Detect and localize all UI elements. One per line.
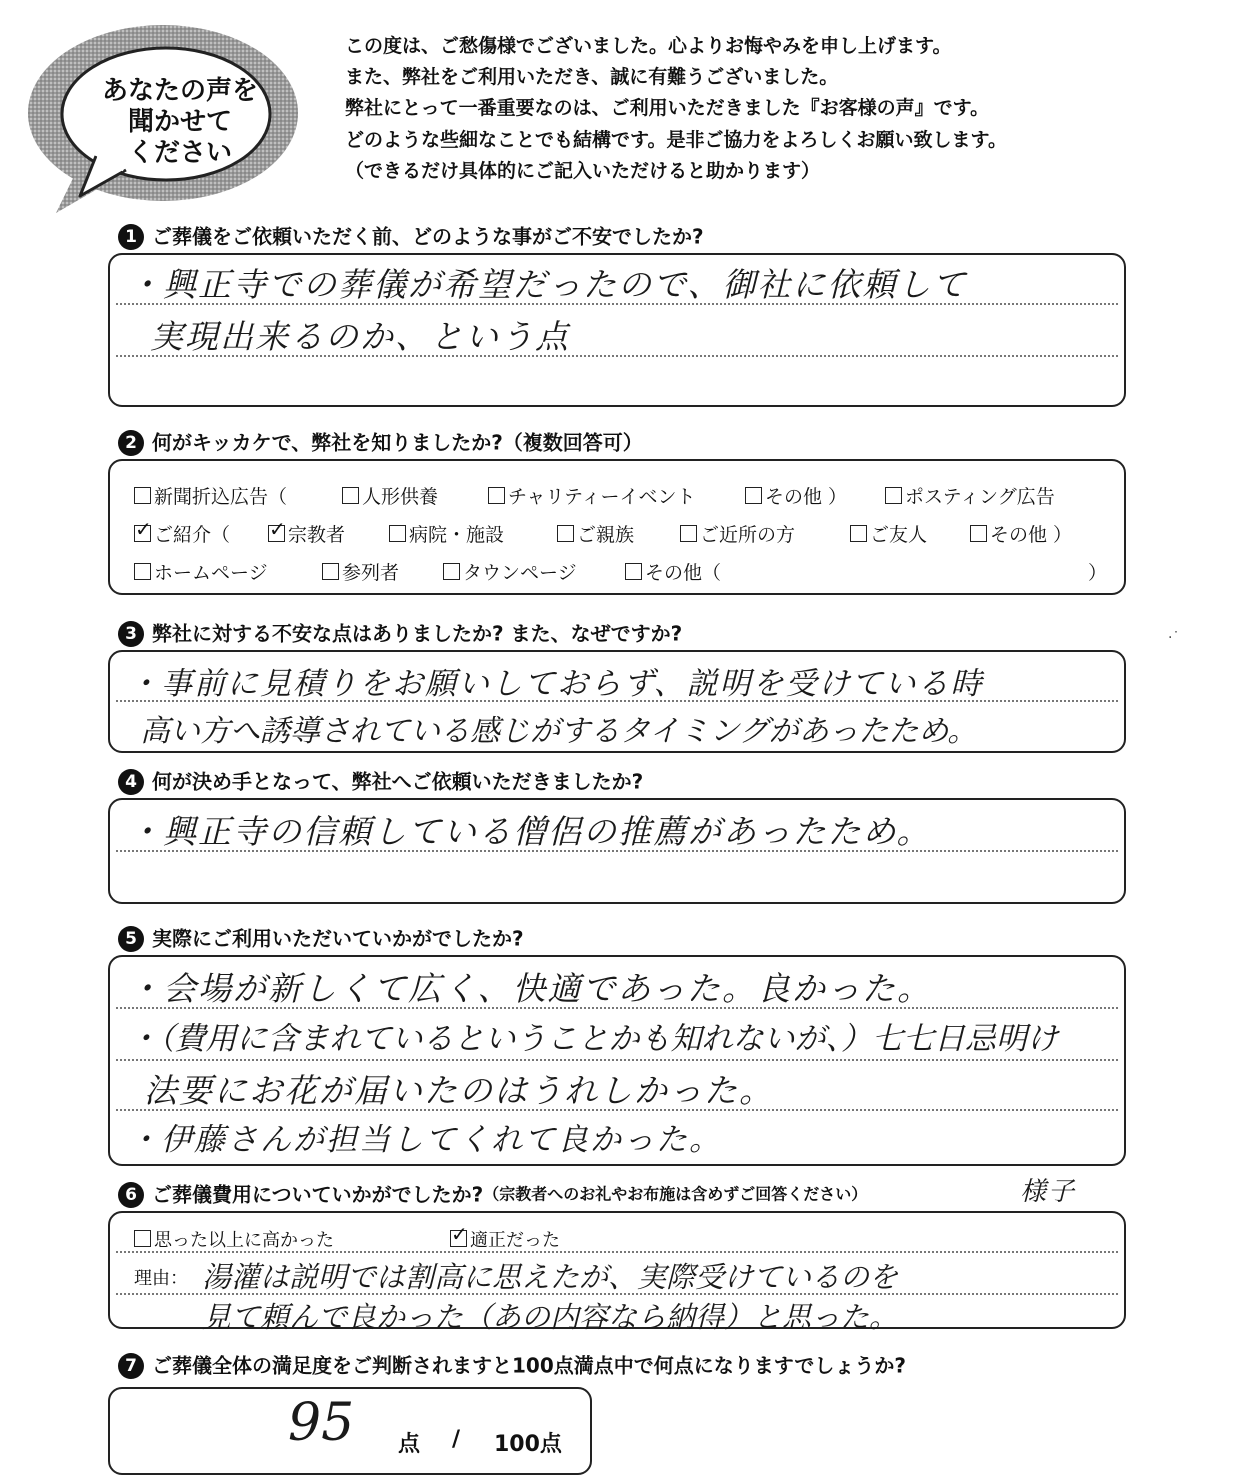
option-label: 適正だった (470, 1230, 560, 1251)
checkbox-option[interactable] (488, 482, 696, 509)
option-label: その他 ） (765, 486, 848, 508)
handwritten-answer: 見て頼んで良かった（あの内容なら納得）と思った。 (202, 1300, 899, 1334)
checkbox-option[interactable] (680, 520, 795, 547)
option-label: ご近所の方 (700, 524, 796, 546)
checkbox-checked[interactable] (134, 525, 151, 542)
checkbox-option[interactable] (625, 558, 721, 585)
question-text: 実際にご利用いただいていかがでしたか? (152, 926, 524, 951)
checkbox-option[interactable] (134, 482, 287, 509)
option-label: 人形供養 (362, 486, 439, 508)
scan-speck: ·˙ (1168, 630, 1180, 646)
option-label: 病院・施設 (409, 524, 505, 546)
speech-bubble (18, 18, 318, 218)
option-label: 新聞折込広告（ (154, 486, 288, 508)
score-max: 100点 (494, 1432, 562, 1457)
checkbox-option[interactable] (322, 558, 399, 585)
intro-line: 弊社にとって一番重要なのは、ご利用いただきました『お客様の声』です。 (345, 97, 990, 119)
intro-line: どのような些細なことでも結構です。是非ご協力をよろしくお願い致します。 (345, 129, 1007, 151)
checkbox[interactable] (134, 1230, 151, 1247)
checkbox[interactable] (488, 487, 505, 504)
answer-box-5[interactable] (108, 955, 1126, 1166)
question-subtext: （宗教者へのお礼やお布施は含めずご回答ください） (483, 1184, 868, 1204)
score-slash: / (452, 1427, 461, 1452)
question-number: 2 (118, 430, 144, 456)
question-text: ご葬儀費用についていかがでしたか? (152, 1182, 484, 1207)
handwritten-score: 95 (288, 1393, 355, 1453)
handwritten-answer: ・（費用に含まれているということかも知れないが、）七七日忌明け (128, 1021, 1058, 1057)
question-3 (118, 618, 682, 646)
handwritten-answer: ・興正寺での葬儀が希望だったので、御社に依頼して (128, 265, 968, 304)
question-number: 3 (118, 621, 144, 647)
answer-box-3[interactable] (108, 650, 1126, 753)
question-text: 何が決め手となって、弊社へご依頼いただきましたか? (152, 769, 644, 794)
checkbox-checked[interactable] (450, 1230, 467, 1247)
option-label: チャリティーイベント (508, 486, 696, 508)
bubble-line: 聞かせて (127, 107, 232, 137)
answer-box-1[interactable] (108, 253, 1126, 407)
bubble-line: ください (127, 138, 232, 168)
option-label: タウンページ (463, 562, 577, 584)
ruled-line (116, 1059, 1118, 1061)
checkbox[interactable] (970, 525, 987, 542)
checkbox[interactable] (885, 487, 902, 504)
answer-box-2 (108, 459, 1126, 595)
checkbox[interactable] (389, 525, 406, 542)
handwritten-answer: 法要にお花が届いたのはうれしかった。 (144, 1071, 774, 1110)
question-2 (118, 427, 643, 455)
question-number: 5 (118, 926, 144, 952)
checkbox-option[interactable] (450, 1226, 560, 1252)
checkbox[interactable] (342, 487, 359, 504)
checkbox[interactable] (134, 487, 151, 504)
option-label: 参列者 (342, 562, 400, 584)
checkbox[interactable] (322, 563, 339, 580)
intro-line: （できるだけ具体的にご記入いただけると助かります） (345, 160, 821, 182)
checkbox-option[interactable] (557, 520, 634, 547)
checkbox-option[interactable] (268, 520, 345, 547)
checkbox-option[interactable] (850, 520, 927, 547)
checkbox-option[interactable] (885, 482, 1055, 509)
question-6 (118, 1179, 867, 1207)
question-number: 6 (118, 1182, 144, 1208)
option-label: 思った以上に高かった (154, 1230, 334, 1251)
handwritten-answer: 実現出来るのか、という点 (150, 317, 570, 356)
option-label: 宗教者 (288, 524, 346, 546)
question-text: 弊社に対する不安な点はありましたか? また、なぜですか? (152, 621, 683, 646)
checkbox-option[interactable] (134, 1226, 334, 1252)
checkbox-option[interactable] (134, 558, 268, 585)
checkbox-option[interactable] (745, 482, 847, 509)
option-label: その他 ） (990, 524, 1073, 546)
handwritten-answer: ・事前に見積りをお願いしておらず、説明を受けている時 (128, 666, 984, 702)
checkbox[interactable] (680, 525, 697, 542)
checkbox-option[interactable] (970, 520, 1072, 547)
question-5 (118, 923, 524, 951)
option-label: その他（ (645, 562, 722, 584)
question-4 (118, 766, 643, 794)
checkbox-option[interactable] (443, 558, 577, 585)
question-number: 4 (118, 769, 144, 795)
intro-line: この度は、ご愁傷様でございました。心よりお悔やみを申し上げます。 (345, 35, 952, 57)
checkbox[interactable] (745, 487, 762, 504)
checkbox[interactable] (625, 563, 642, 580)
handwritten-insert-note: 様子 (1020, 1177, 1077, 1207)
checkbox-checked[interactable] (268, 525, 285, 542)
checkbox-option[interactable] (342, 482, 438, 509)
bubble-title (80, 76, 280, 169)
question-text: ご葬儀全体の満足度をご判断されますと100点満点中で何点になりますでしょうか? (152, 1353, 906, 1378)
option-label: ご紹介（ (154, 524, 231, 546)
other-close-paren: ） (1088, 562, 1108, 584)
option-label: ホームページ (154, 562, 268, 584)
question-number: 7 (118, 1353, 144, 1379)
checkbox[interactable] (443, 563, 460, 580)
option-label: ポスティング広告 (905, 486, 1055, 508)
handwritten-answer: ・伊藤さんが担当してくれて良かった。 (128, 1122, 722, 1158)
bubble-line: あなたの声を (101, 76, 258, 106)
checkbox[interactable] (557, 525, 574, 542)
checkbox-option[interactable] (389, 520, 504, 547)
option-label: ご友人 (870, 524, 928, 546)
checkbox[interactable] (134, 563, 151, 580)
question-1 (118, 221, 704, 249)
reason-label: 理由： (134, 1268, 188, 1289)
score-unit: 点 (398, 1432, 421, 1457)
question-7 (118, 1350, 906, 1378)
checkbox[interactable] (850, 525, 867, 542)
handwritten-answer: 高い方へ誘導されている感じがするタイミングがあったため。 (140, 714, 978, 749)
checkbox-option[interactable] (134, 520, 230, 547)
answer-box-4[interactable] (108, 798, 1126, 904)
intro-line: また、弊社をご利用いただき、誠に有難うございました。 (345, 66, 839, 88)
question-text: 何がキッカケで、弊社を知りましたか?（複数回答可） (152, 430, 643, 455)
handwritten-answer: ・会場が新しくて広く、快適であった。良かった。 (128, 969, 933, 1008)
score-box[interactable] (108, 1387, 592, 1475)
option-label: ご親族 (577, 524, 635, 546)
handwritten-answer: ・興正寺の信頼している僧侶の推薦があったため。 (128, 812, 932, 851)
handwritten-answer: 湯灌は説明では割高に思えたが、実際受けているのを (202, 1260, 899, 1294)
question-number: 1 (118, 224, 144, 250)
question-text: ご葬儀をご依頼いただく前、どのような事がご不安でしたか? (152, 224, 704, 249)
